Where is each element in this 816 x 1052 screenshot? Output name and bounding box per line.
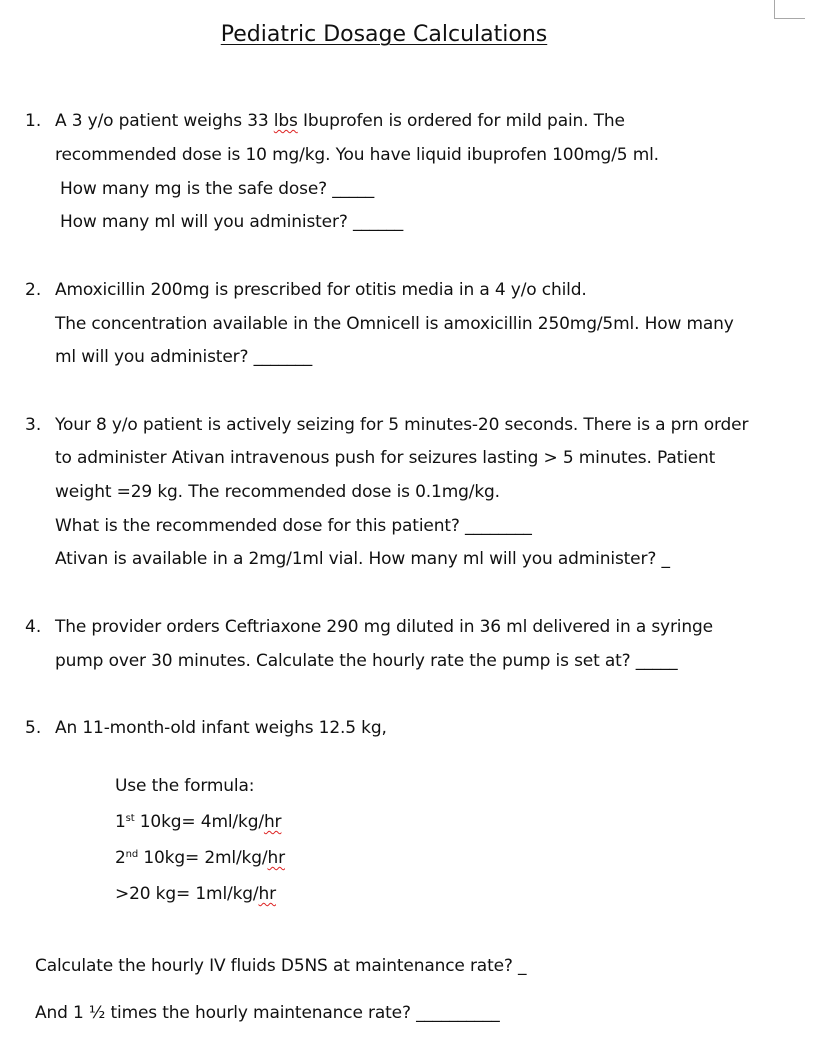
- question-line: Amoxicillin 200mg is prescribed for otitis media in a 4 y/o child.: [55, 280, 587, 300]
- formula-ordinal: 2: [115, 848, 126, 868]
- question-text: Ibuprofen is ordered for mild pain. The: [297, 111, 625, 131]
- formula-line: [115, 847, 285, 869]
- question-line: The concentration available in the Omnicell is amoxicillin 250mg/5ml. How many: [55, 314, 734, 334]
- question-text: A 3 y/o patient weighs 33: [55, 111, 274, 131]
- question-line: to administer Ativan intravenous push for seizures lasting > 5 minutes. Patient: [55, 448, 716, 468]
- formula-line: [115, 883, 276, 905]
- formula-ordinal-suffix: st: [125, 813, 135, 824]
- question-line: The provider orders Ceftriaxone 290 mg diluted in 36 ml delivered in a syringe: [55, 617, 713, 637]
- question-prompt: What is the recommended dose for this patient? ________: [55, 516, 532, 536]
- spellcheck-word: hr: [267, 848, 285, 868]
- spellcheck-word: lbs: [273, 111, 298, 131]
- question-prompt: And 1 ½ times the hourly maintenance rate? __________: [35, 1003, 500, 1023]
- formula-text: >20 kg= 1ml/kg/: [115, 884, 259, 904]
- spellcheck-word: hr: [258, 884, 276, 904]
- page-title: Pediatric Dosage Calculations: [220, 22, 548, 47]
- question-line: recommended dose is 10 mg/kg. You have liquid ibuprofen 100mg/5 ml.: [55, 145, 659, 165]
- formula-ordinal-suffix: nd: [125, 849, 139, 860]
- question-line: Your 8 y/o patient is actively seizing for 5 minutes-20 seconds. There is a prn order: [55, 415, 749, 435]
- formula-line: [115, 811, 281, 833]
- question-prompt: Calculate the hourly IV fluids D5NS at maintenance rate? _: [35, 956, 527, 976]
- question-number: 2.: [25, 280, 42, 300]
- formula-text: 10kg= 4ml/kg/: [134, 812, 264, 832]
- page-corner-mark: [774, 0, 805, 19]
- question-prompt: pump over 30 minutes. Calculate the hourly rate the pump is set at? _____: [55, 651, 678, 671]
- question-line: An 11-month-old infant weighs 12.5 kg,: [55, 718, 387, 738]
- formula-ordinal: 1: [115, 812, 126, 832]
- formula-intro: Use the formula:: [115, 776, 255, 796]
- question-prompt: ml will you administer? _______: [55, 347, 313, 367]
- formula-text: 10kg= 2ml/kg/: [138, 848, 268, 868]
- question-line: weight =29 kg. The recommended dose is 0.1mg/kg.: [55, 482, 500, 502]
- question-number: 3.: [25, 415, 42, 435]
- spellcheck-word: hr: [263, 812, 282, 832]
- question-number: 4.: [25, 617, 42, 637]
- question-prompt: How many ml will you administer? ______: [60, 212, 404, 232]
- question-number: 5.: [25, 718, 42, 738]
- question-number: 1.: [25, 111, 42, 131]
- question-line: [55, 110, 625, 132]
- question-prompt: How many mg is the safe dose? _____: [60, 179, 375, 199]
- question-prompt: Ativan is available in a 2mg/1ml vial. How many ml will you administer? _: [55, 549, 670, 569]
